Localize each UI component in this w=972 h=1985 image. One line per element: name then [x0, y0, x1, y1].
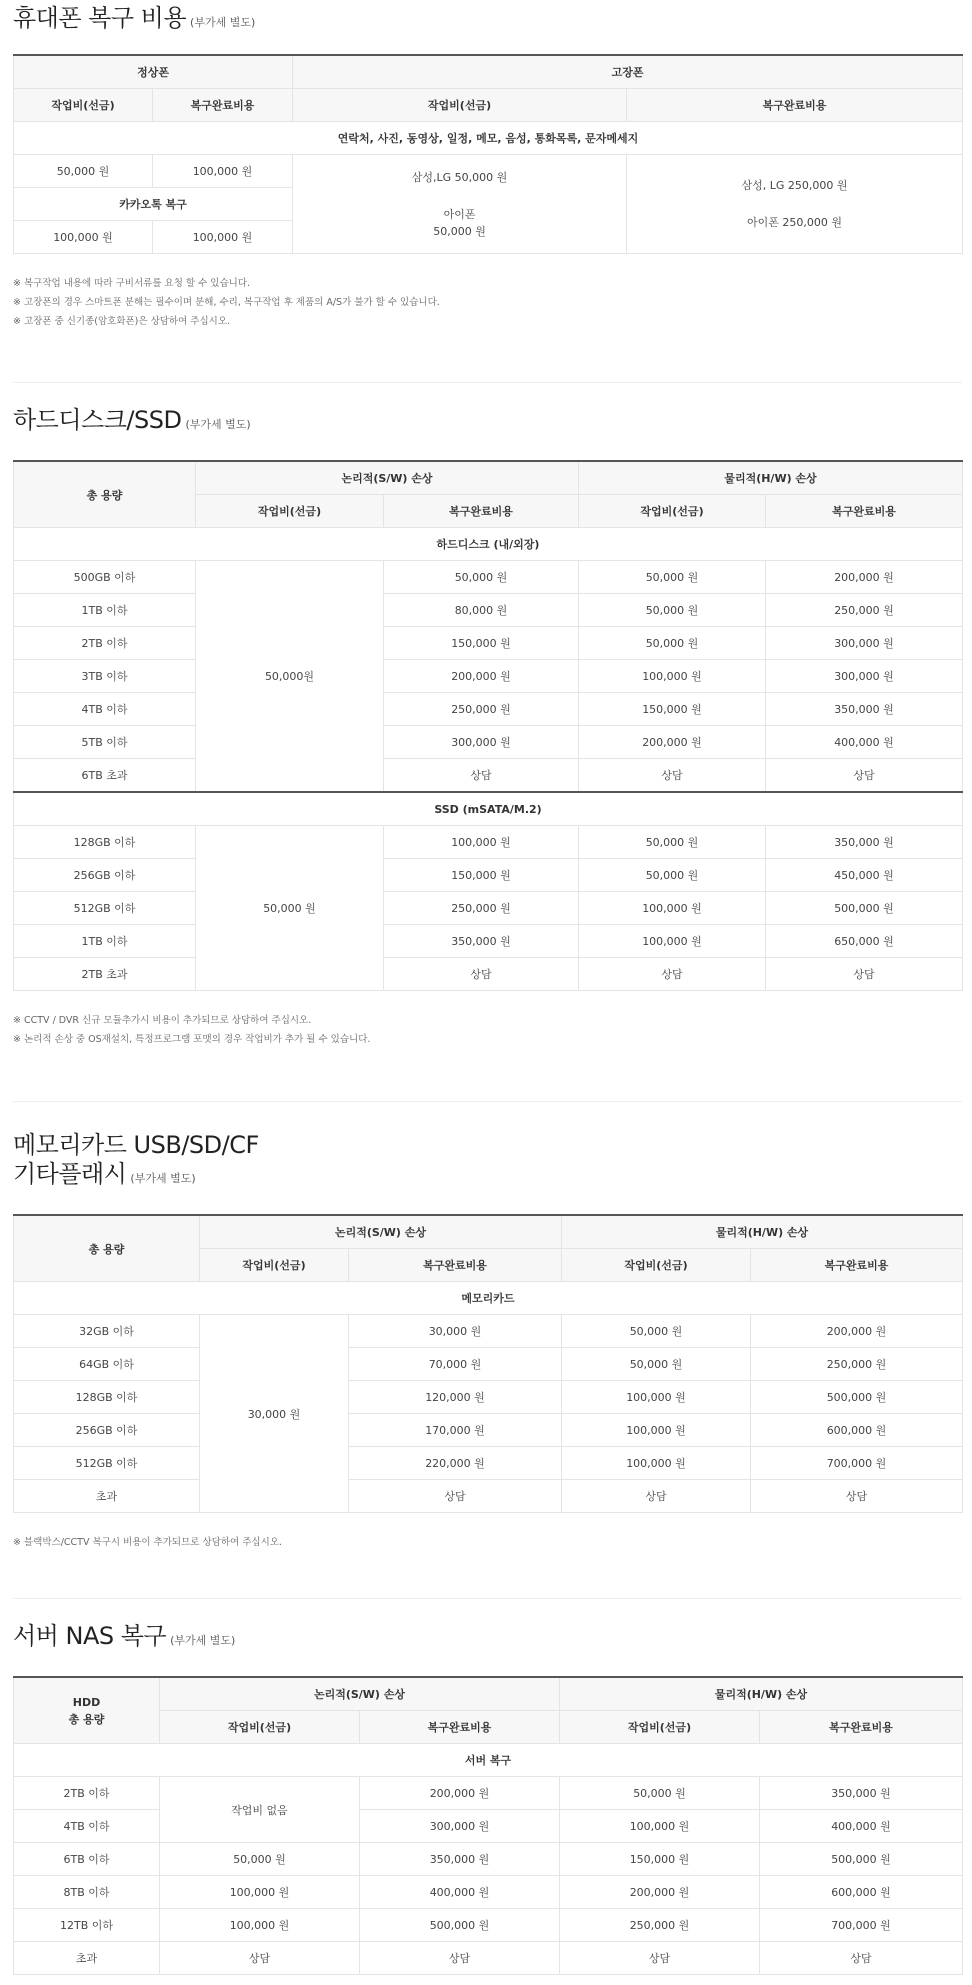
memory-capacity-header: 총 용량 [14, 1215, 200, 1282]
broken-work-fee-header: 작업비(선금) [293, 89, 627, 122]
section-divider [13, 1101, 962, 1102]
logical-complete-cell: 상담 [384, 759, 579, 793]
capacity-cell: 초과 [14, 1942, 160, 1975]
capacity-cell: 1TB 이하 [14, 594, 196, 627]
phone-note: ※ 고장폰 중 신기종(암호화폰)은 상담하여 주십시오. [13, 316, 231, 327]
table-row [14, 594, 963, 627]
capacity-cell: 2TB 이하 [14, 627, 196, 660]
logical-complete-cell: 70,000 원 [349, 1348, 562, 1381]
physical-work-cell: 200,000 원 [579, 726, 766, 759]
physical-complete-cell: 350,000 원 [760, 1777, 963, 1810]
hdd-notes [13, 1011, 962, 1049]
logical-complete-cell: 50,000 원 [384, 561, 579, 594]
physical-complete-cell: 600,000 원 [760, 1876, 963, 1909]
logical-work-cell: 50,000 원 [160, 1843, 360, 1876]
memory-notes [13, 1533, 962, 1552]
table-row [14, 925, 963, 958]
nas-capacity-line1: HDD [72, 1695, 101, 1709]
capacity-cell: 4TB 이하 [14, 693, 196, 726]
broken-complete-iphone: 아이폰 250,000 원 [747, 216, 843, 229]
capacity-cell: 12TB 이하 [14, 1909, 160, 1942]
physical-complete-cell: 250,000 원 [766, 594, 963, 627]
ssd-logical-work-fee: 50,000 원 [196, 826, 384, 991]
phone-section [13, 4, 962, 331]
physical-work-cell: 50,000 원 [579, 627, 766, 660]
capacity-cell: 2TB 초과 [14, 958, 196, 991]
table-row [14, 759, 963, 793]
physical-complete-cell: 300,000 원 [766, 660, 963, 693]
section-divider [13, 1598, 962, 1599]
memory-logical-header: 논리적(S/W) 손상 [200, 1215, 562, 1249]
table-row [14, 726, 963, 759]
physical-complete-cell: 700,000 원 [751, 1447, 963, 1480]
physical-work-cell: 100,000 원 [579, 660, 766, 693]
physical-work-cell: 50,000 원 [562, 1315, 751, 1348]
table-row [14, 1447, 963, 1480]
phone-note: ※ 고장폰의 경우 스마트폰 분해는 필수이며 분해, 수리, 복구작업 후 제품의 A/S가 불가 할 수 있습니다. [13, 297, 440, 308]
physical-work-cell: 250,000 원 [560, 1909, 760, 1942]
capacity-cell: 500GB 이하 [14, 561, 196, 594]
physical-work-cell: 50,000 원 [579, 561, 766, 594]
logical-complete-cell: 150,000 원 [384, 627, 579, 660]
table-row [14, 958, 963, 991]
physical-work-cell: 200,000 원 [560, 1876, 760, 1909]
table-row [14, 826, 963, 859]
physical-complete-cell: 400,000 원 [760, 1810, 963, 1843]
logical-complete-cell: 300,000 원 [360, 1810, 560, 1843]
broken-work-iphone-price: 50,000 원 [433, 224, 486, 238]
hdd-physical-work-header: 작업비(선금) [579, 495, 766, 528]
nas-physical-work-header: 작업비(선금) [560, 1711, 760, 1744]
physical-complete-cell: 350,000 원 [766, 826, 963, 859]
memory-title [13, 1131, 962, 1193]
logical-complete-cell: 상담 [349, 1480, 562, 1513]
nas-capacity-header [14, 1677, 160, 1744]
physical-complete-cell: 200,000 원 [766, 561, 963, 594]
logical-complete-cell: 200,000 원 [360, 1777, 560, 1810]
phone-title-text: 휴대폰 복구 비용 [13, 4, 187, 32]
logical-complete-cell: 30,000 원 [349, 1315, 562, 1348]
physical-work-cell: 150,000 원 [560, 1843, 760, 1876]
nas-physical-complete-header: 복구완료비용 [760, 1711, 963, 1744]
capacity-cell: 8TB 이하 [14, 1876, 160, 1909]
memory-title-line2: 기타플래시 [13, 1160, 127, 1188]
broken-phone-header: 고장폰 [293, 55, 963, 89]
physical-work-cell: 상담 [579, 958, 766, 991]
table-row [14, 1843, 963, 1876]
logical-work-cell: 100,000 원 [160, 1909, 360, 1942]
phone-notes [13, 274, 962, 331]
hdd-note: ※ 논리적 손상 중 OS재설치, 특정프로그램 포맷의 경우 작업비가 추가 될 수 있습니다. [13, 1034, 371, 1045]
logical-complete-cell: 상담 [384, 958, 579, 991]
normal-phone-header: 정상폰 [14, 55, 293, 89]
hdd-subtitle: (부가세 별도) [185, 418, 251, 431]
memory-physical-work-header: 작업비(선금) [562, 1249, 751, 1282]
memory-physical-header: 물리적(H/W) 손상 [562, 1215, 963, 1249]
hdd-logical-complete-header: 복구완료비용 [384, 495, 579, 528]
hdd-title-text: 하드디스크/SSD [13, 406, 182, 434]
memory-physical-complete-header: 복구완료비용 [751, 1249, 963, 1282]
physical-work-cell: 100,000 원 [562, 1414, 751, 1447]
phone-subtitle: (부가세 별도) [190, 16, 256, 29]
hdd-physical-complete-header: 복구완료비용 [766, 495, 963, 528]
physical-complete-cell: 450,000 원 [766, 859, 963, 892]
physical-work-cell: 50,000 원 [560, 1777, 760, 1810]
physical-complete-cell: 300,000 원 [766, 627, 963, 660]
physical-complete-cell: 500,000 원 [760, 1843, 963, 1876]
physical-complete-cell: 650,000 원 [766, 925, 963, 958]
capacity-cell: 256GB 이하 [14, 859, 196, 892]
physical-work-cell: 100,000 원 [562, 1381, 751, 1414]
hdd-logical-work-fee: 50,000원 [196, 561, 384, 793]
physical-complete-cell: 상담 [766, 759, 963, 793]
memory-subtitle: (부가세 별도) [130, 1172, 196, 1185]
broken-work-samsung: 삼성,LG 50,000 원 [411, 170, 508, 184]
nas-logical-work-header: 작업비(선금) [160, 1711, 360, 1744]
physical-complete-cell: 250,000 원 [751, 1348, 963, 1381]
capacity-cell: 128GB 이하 [14, 826, 196, 859]
physical-complete-cell: 400,000 원 [766, 726, 963, 759]
logical-complete-cell: 80,000 원 [384, 594, 579, 627]
physical-complete-cell: 700,000 원 [760, 1909, 963, 1942]
capacity-cell: 6TB 초과 [14, 759, 196, 793]
capacity-cell: 32GB 이하 [14, 1315, 200, 1348]
logical-complete-cell: 200,000 원 [384, 660, 579, 693]
physical-work-cell: 50,000 원 [579, 594, 766, 627]
capacity-cell: 256GB 이하 [14, 1414, 200, 1447]
broken-work-iphone-label: 아이폰 [443, 207, 476, 221]
logical-complete-cell: 150,000 원 [384, 859, 579, 892]
capacity-cell: 초과 [14, 1480, 200, 1513]
table-row [14, 627, 963, 660]
capacity-cell: 5TB 이하 [14, 726, 196, 759]
logical-complete-cell: 170,000 원 [349, 1414, 562, 1447]
table-row [14, 660, 963, 693]
table-row [14, 859, 963, 892]
memory-logical-complete-header: 복구완료비용 [349, 1249, 562, 1282]
hdd-section [13, 406, 962, 1049]
table-row [14, 1348, 963, 1381]
table-row [14, 561, 963, 594]
physical-complete-cell: 상담 [751, 1480, 963, 1513]
physical-complete-cell: 500,000 원 [751, 1381, 963, 1414]
capacity-cell: 6TB 이하 [14, 1843, 160, 1876]
physical-complete-cell: 350,000 원 [766, 693, 963, 726]
memory-logical-work-fee: 30,000 원 [200, 1315, 349, 1513]
logical-complete-cell: 250,000 원 [384, 892, 579, 925]
nas-logical-complete-header: 복구완료비용 [360, 1711, 560, 1744]
phone-price-table [13, 54, 963, 254]
hdd-note: ※ CCTV / DVR 신규 모듈추가시 비용이 추가되므로 상담하여 주십시오. [13, 1015, 312, 1026]
physical-work-cell: 상담 [579, 759, 766, 793]
hdd-title [13, 406, 962, 439]
table-row [14, 1414, 963, 1447]
memory-title-line1: 메모리카드 USB/SD/CF [13, 1131, 259, 1159]
hdd-category-row: 하드디스크 (내/외장) [14, 528, 963, 561]
physical-complete-cell: 상담 [760, 1942, 963, 1975]
physical-work-cell: 100,000 원 [562, 1447, 751, 1480]
logical-complete-cell: 300,000 원 [384, 726, 579, 759]
memory-price-table [13, 1214, 963, 1513]
logical-complete-cell: 500,000 원 [360, 1909, 560, 1942]
physical-work-cell: 50,000 원 [579, 859, 766, 892]
kakao-work-fee: 100,000 원 [14, 221, 153, 254]
table-row [14, 892, 963, 925]
logical-complete-cell: 250,000 원 [384, 693, 579, 726]
normal-complete-fee: 100,000 원 [153, 155, 293, 188]
capacity-cell: 4TB 이하 [14, 1810, 160, 1843]
physical-work-cell: 100,000 원 [579, 925, 766, 958]
logical-work-cell: 상담 [160, 1942, 360, 1975]
logical-complete-cell: 100,000 원 [384, 826, 579, 859]
physical-work-cell: 150,000 원 [579, 693, 766, 726]
nas-title [13, 1622, 962, 1655]
nas-title-text: 서버 NAS 복구 [13, 1622, 167, 1650]
table-row [14, 1480, 963, 1513]
capacity-cell: 1TB 이하 [14, 925, 196, 958]
table-row [14, 1381, 963, 1414]
nas-subtitle: (부가세 별도) [170, 1634, 236, 1647]
capacity-cell: 512GB 이하 [14, 892, 196, 925]
kakao-complete-fee: 100,000 원 [153, 221, 293, 254]
normal-complete-fee-header: 복구완료비용 [153, 89, 293, 122]
physical-complete-cell: 600,000 원 [751, 1414, 963, 1447]
nas-physical-header: 물리적(H/W) 손상 [560, 1677, 963, 1711]
capacity-cell: 128GB 이하 [14, 1381, 200, 1414]
hdd-price-table [13, 460, 963, 991]
capacity-cell: 3TB 이하 [14, 660, 196, 693]
phone-category-row: 연락처, 사진, 동영상, 일정, 메모, 음성, 통화목록, 문자메세지 [14, 122, 963, 155]
broken-work-fee-cell [293, 155, 627, 254]
nas-category-row: 서버 복구 [14, 1744, 963, 1777]
broken-complete-fee-header: 복구완료비용 [627, 89, 963, 122]
nas-section [13, 1622, 962, 1975]
hdd-capacity-header: 총 용량 [14, 461, 196, 528]
section-divider [13, 382, 962, 383]
broken-complete-samsung: 삼성, LG 250,000 원 [741, 179, 848, 192]
nas-capacity-line2: 총 용량 [68, 1712, 105, 1726]
logical-work-cell: 100,000 원 [160, 1876, 360, 1909]
kakao-category: 카카오톡 복구 [14, 188, 293, 221]
physical-work-cell: 50,000 원 [579, 826, 766, 859]
physical-complete-cell: 상담 [766, 958, 963, 991]
physical-work-cell: 100,000 원 [560, 1810, 760, 1843]
nas-logical-header: 논리적(S/W) 손상 [160, 1677, 560, 1711]
capacity-cell: 512GB 이하 [14, 1447, 200, 1480]
normal-work-fee: 50,000 원 [14, 155, 153, 188]
capacity-cell: 2TB 이하 [14, 1777, 160, 1810]
nas-price-table [13, 1676, 963, 1975]
nas-no-work-fee: 작업비 없음 [160, 1777, 360, 1843]
table-row [14, 693, 963, 726]
memory-category-row: 메모리카드 [14, 1282, 963, 1315]
capacity-cell: 64GB 이하 [14, 1348, 200, 1381]
phone-title [13, 4, 962, 37]
table-row [14, 1810, 963, 1843]
logical-complete-cell: 350,000 원 [360, 1843, 560, 1876]
memory-section [13, 1131, 962, 1552]
hdd-physical-header: 물리적(H/W) 손상 [579, 461, 963, 495]
physical-complete-cell: 500,000 원 [766, 892, 963, 925]
memory-logical-work-header: 작업비(선금) [200, 1249, 349, 1282]
broken-complete-fee-cell [627, 155, 963, 254]
table-row [14, 1942, 963, 1975]
table-row [14, 1909, 963, 1942]
hdd-logical-header: 논리적(S/W) 손상 [196, 461, 579, 495]
hdd-logical-work-header: 작업비(선금) [196, 495, 384, 528]
logical-complete-cell: 350,000 원 [384, 925, 579, 958]
table-row [14, 1315, 963, 1348]
physical-work-cell: 상담 [560, 1942, 760, 1975]
logical-complete-cell: 120,000 원 [349, 1381, 562, 1414]
physical-work-cell: 100,000 원 [579, 892, 766, 925]
ssd-category-row: SSD (mSATA/M.2) [14, 792, 963, 826]
physical-work-cell: 상담 [562, 1480, 751, 1513]
logical-complete-cell: 220,000 원 [349, 1447, 562, 1480]
physical-work-cell: 50,000 원 [562, 1348, 751, 1381]
logical-complete-cell: 상담 [360, 1942, 560, 1975]
normal-work-fee-header: 작업비(선금) [14, 89, 153, 122]
phone-note: ※ 복구작업 내용에 따라 구비서류를 요청 할 수 있습니다. [13, 278, 251, 289]
memory-note: ※ 블랙박스/CCTV 복구시 비용이 추가되므로 상담하여 주십시오. [13, 1537, 282, 1548]
table-row [14, 1777, 963, 1810]
table-row [14, 1876, 963, 1909]
physical-complete-cell: 200,000 원 [751, 1315, 963, 1348]
logical-complete-cell: 400,000 원 [360, 1876, 560, 1909]
